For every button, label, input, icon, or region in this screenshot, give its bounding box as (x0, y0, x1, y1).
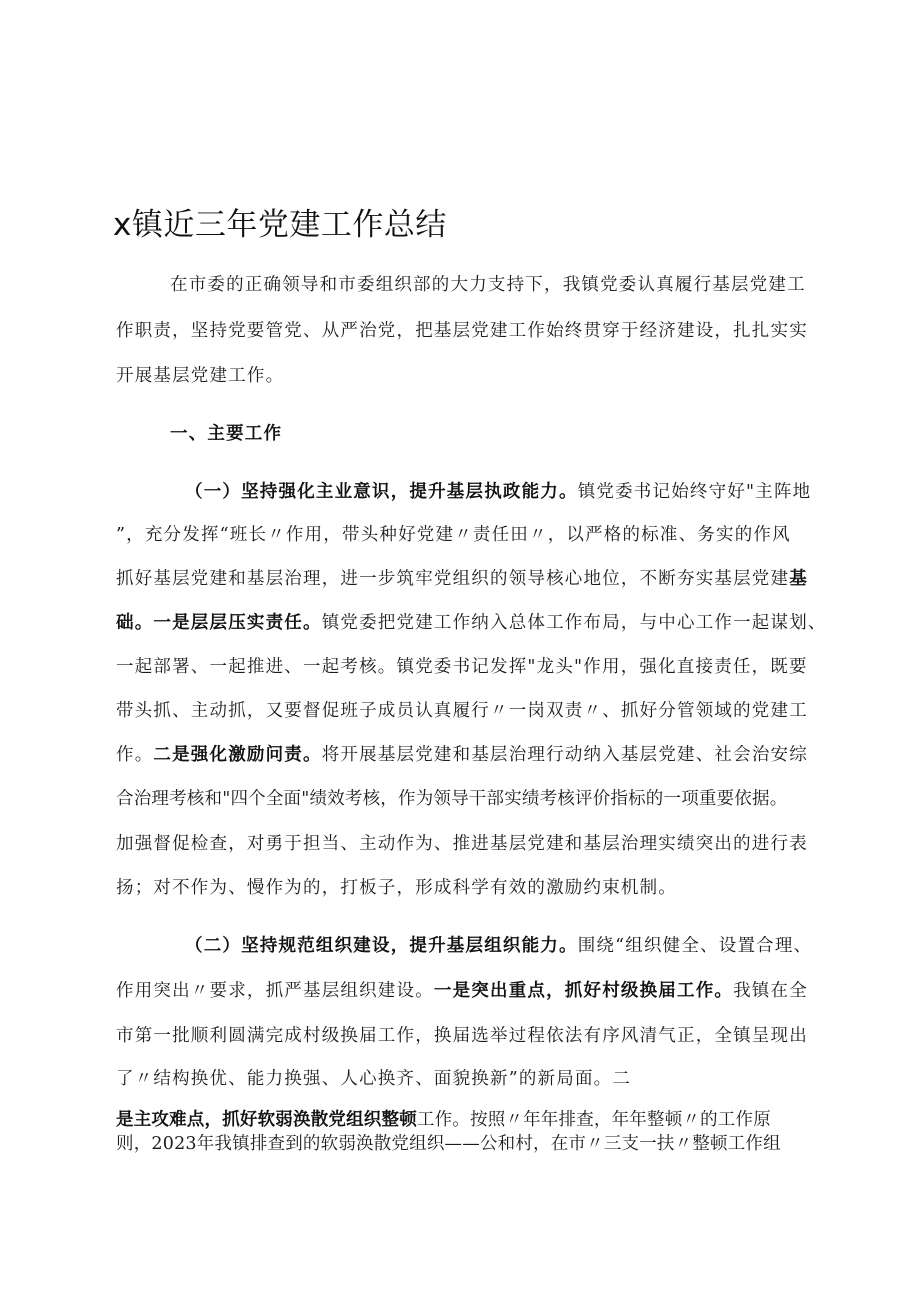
paragraph-2-point-2-heading: 是主攻难点，抓好软弱涣散党组织整顿 (116, 1110, 417, 1130)
paragraph-1-line-1 (185, 480, 811, 504)
paragraph-1-line-7-rest: 将开展基层党建和基层治理行动纳入基层党建、社会治安综 (321, 745, 808, 765)
paragraph-1-line-4 (116, 611, 827, 635)
paragraph-1-point-2-heading: 二是强化激励问责。 (153, 745, 322, 765)
intro-line-1: 在市委的正确领导和市委组织部的大力支持下，我镇党委认真履行基层党建工 (170, 275, 806, 295)
paragraph-1-line-10: 扬；对不作为、慢作为的，打板子，形成科学有效的激励约束机制。 (116, 878, 677, 898)
paragraph-1-line-7 (116, 743, 808, 767)
paragraph-2-line-5-text: 工作。按照〃年年排查，年年整顿〃的工作原 (416, 1110, 771, 1130)
paragraph-1-point-1-heading: 础。一是层层压实责任。 (116, 613, 322, 633)
paragraph-2-line-1-text: 围绕“组织健全、设置合理、 (577, 936, 813, 956)
paragraph-2-line-5 (116, 1108, 771, 1132)
paragraph-1-line-1-text: 镇党委书记始终守好"主阵地 (577, 482, 812, 502)
paragraph-2-line-3: 市第一批顺利圆满完成村级换届工作，换届选举过程依法有序风清气正，全镇呈现出 (116, 1026, 808, 1046)
paragraph-2-line-2 (116, 979, 808, 1003)
paragraph-1-line-8: 合治理考核和"四个全面"绩效考核，作为领导干部实绩考核评价指标的一项重要依据。 (116, 789, 788, 809)
paragraph-2-point-1-heading: 一是突出重点，抓好村级换届工作。 (433, 981, 734, 1001)
paragraph-1-line-5: 一起部署、一起推进、一起考核。镇党委书记发挥"龙头"作用，强化直接责任，既要 (116, 657, 808, 677)
section-heading: 一、主要工作 (170, 424, 283, 444)
intro-line-3: 开展基层党建工作。 (116, 366, 285, 386)
paragraph-1-line-3 (116, 567, 808, 591)
paragraph-1-line-3-bold: 基 (789, 569, 808, 589)
paragraph-1-line-2: ”，充分发挥“班长〃作用，带头种好党建〃责任田〃，以严格的标准、务实的作风 (116, 525, 791, 545)
paragraph-1-line-7-text: 作。 (116, 745, 154, 765)
paragraph-2-line-2-rest: 我镇在全 (733, 981, 808, 1001)
paragraph-2-line-4: 了〃结构换优、能力换强、人心换齐、面貌换新”的新局面。二 (116, 1069, 632, 1089)
paragraph-2-line-6: 则，2023年我镇排查到的软弱涣散党组织——公和村，在市〃三支一扶〃整顿工作组 (116, 1134, 781, 1154)
intro-line-2: 作职责，坚持党要管党、从严治党，把基层党建工作始终贯穿于经济建设，扎扎实实 (116, 321, 808, 341)
paragraph-1-line-6: 带头抓、主动抓，又要督促班子成员认真履行〃一岗双责〃、抓好分管领域的党建工 (116, 701, 808, 721)
paragraph-2-line-2-text: 作用突出〃要求，抓严基层组织建设。 (116, 981, 434, 1001)
paragraph-1-line-4-text: 镇党委把党建工作纳入总体工作布局，与中心工作一起谋划、 (321, 613, 827, 633)
paragraph-1-heading: （一）坚持强化主业意识，提升基层执政能力。 (185, 482, 578, 502)
paragraph-2-heading: （二）坚持规范组织建设，提升基层组织能力。 (185, 936, 578, 956)
paragraph-1-line-3-text: 抓好基层党建和基层治理，进一步筑牢党组织的领导核心地位，不断夯实基层党建 (116, 569, 790, 589)
paragraph-1-line-9: 加强督促检查，对勇于担当、主动作为、推进基层党建和基层治理实绩突出的进行表 (116, 834, 808, 854)
document-title: x镇近三年党建工作总结 (113, 207, 447, 243)
paragraph-2-line-1 (185, 934, 812, 958)
